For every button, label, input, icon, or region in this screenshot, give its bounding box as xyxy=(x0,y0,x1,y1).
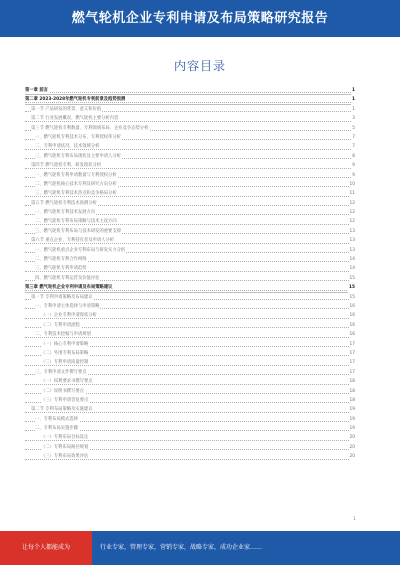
toc-entry-title: 一、专利布局模式选择 xyxy=(35,416,78,422)
footer-bar xyxy=(0,531,400,565)
toc-entry-page: 18 xyxy=(349,377,355,386)
toc-entry-title: 第一节 专利申请策略及布局建议 xyxy=(31,294,93,300)
toc-entry[interactable] xyxy=(25,321,355,330)
toc-entry-page: 17 xyxy=(349,358,355,367)
toc-entry-title: 三、专利申请文件撰写要点 xyxy=(35,369,87,375)
toc-entry-page: 12 xyxy=(349,217,355,226)
toc-entry-title: 三、燃气轮机专利技术热点和竞争格局分析 xyxy=(35,191,117,197)
page-number: 1 xyxy=(353,517,356,522)
toc-entry[interactable] xyxy=(25,236,355,245)
toc-entry-page: 19 xyxy=(349,405,355,414)
toc-entry[interactable] xyxy=(25,133,355,142)
toc-entry[interactable] xyxy=(25,189,355,198)
toc-entry-page: 12 xyxy=(349,208,355,217)
toc-entry[interactable] xyxy=(25,368,355,377)
toc-entry[interactable] xyxy=(25,424,355,433)
toc-entry-page: 15 xyxy=(348,283,355,292)
toc-entry-page: 18 xyxy=(349,387,355,396)
toc-entry-title: 三、燃气轮机专利布局与技术研发的重要支撑 xyxy=(35,228,121,234)
toc-entry[interactable] xyxy=(25,208,355,217)
toc-entry-title: 一、专利申请主体选择与申请策略 xyxy=(35,303,100,309)
toc-entry-page: 16 xyxy=(349,311,355,320)
toc-entry-page: 20 xyxy=(349,433,355,442)
toc-entry-title: （三）专利布局效果评估 xyxy=(41,454,89,460)
toc-entry-page: 7 xyxy=(351,133,355,142)
toc-entry-page: 9 xyxy=(351,161,355,170)
toc-entry[interactable] xyxy=(25,293,355,302)
toc-entry-title: 第五节 燃气轮机专利技术预测分析 xyxy=(31,200,97,206)
toc-heading: 内容目录 xyxy=(173,59,226,73)
toc-entry-title: 一、燃气轮机专利技术分布、专利授权率分析 xyxy=(35,134,121,140)
toc-entry-title: 第一节 产品研发的背景、意义和价值 xyxy=(31,106,102,112)
toc-entry-page: 1 xyxy=(351,105,355,114)
table-of-contents xyxy=(25,86,355,462)
toc-entry-page: 13 xyxy=(349,246,355,255)
toc-entry[interactable] xyxy=(25,377,355,386)
toc-entry[interactable] xyxy=(25,283,355,292)
toc-entry-page: 19 xyxy=(349,424,355,433)
toc-entry[interactable] xyxy=(25,152,355,161)
toc-entry-page: 5 xyxy=(351,124,355,133)
footer-slogan-badge: 让每个人都能成为 xyxy=(0,531,92,565)
toc-entry-title: 四、燃气轮机专利运营及价值评估 xyxy=(35,275,100,281)
toc-entry-page: 10 xyxy=(349,180,355,189)
toc-entry-title: （一）企业专利申请现状分析 xyxy=(41,313,97,319)
toc-entry-title: 第一章 前言 xyxy=(25,88,48,93)
toc-entry[interactable] xyxy=(25,405,355,414)
toc-entry[interactable] xyxy=(25,340,355,349)
toc-entry-title: （二）专利布局路径规划 xyxy=(41,444,89,450)
toc-entry-title: 一、燃气轮机重点企业专利布局与研发实力分析 xyxy=(35,247,126,253)
toc-entry-page: 20 xyxy=(349,443,355,452)
toc-entry-page: 8 xyxy=(351,152,355,161)
toc-entry[interactable] xyxy=(25,246,355,255)
footer-slogan-text: 行业专家，管理专家，营销专家，战略专家，成功企业家…… xyxy=(100,544,263,551)
toc-entry-page: 1 xyxy=(351,86,355,95)
toc-entry[interactable] xyxy=(25,199,355,208)
toc-entry-title: 二、专利申请状况、技术领域分析 xyxy=(35,144,100,150)
toc-entry-page: 18 xyxy=(349,396,355,405)
toc-entry-page: 16 xyxy=(349,302,355,311)
toc-entry-page: 1 xyxy=(351,95,355,104)
toc-entry-title: 第三节 燃气轮机专利数量、专利领域布局、企业竞争态势分析 xyxy=(31,125,149,131)
toc-entry-title: 三、燃气轮机专利布局现状及主要申请人分析 xyxy=(35,153,121,159)
toc-entry-title: 三、燃气轮机专利申请趋势 xyxy=(35,266,87,272)
toc-entry-page: 14 xyxy=(349,264,355,273)
toc-entry[interactable] xyxy=(25,387,355,396)
toc-entry-title: 二、专利技术挖掘与申请规划 xyxy=(35,332,91,338)
toc-entry[interactable] xyxy=(25,302,355,311)
toc-entry-title: 二、燃气轮机核心技术专利及研究方向分析 xyxy=(35,181,117,187)
toc-entry[interactable] xyxy=(25,274,355,283)
toc-entry-page: 13 xyxy=(349,227,355,236)
toc-entry-title: （一）核心专利申请策略 xyxy=(41,341,89,347)
toc-entry-title: 二、燃气轮机专利布局策略与技术主攻方向 xyxy=(35,219,117,225)
toc-entry-page: 16 xyxy=(349,321,355,330)
toc-entry-title: （二）外围专利布局策略 xyxy=(41,350,89,356)
toc-entry-page: 7 xyxy=(351,142,355,151)
toc-entry-page: 15 xyxy=(349,274,355,283)
report-title: 燃气轮机企业专利申请及布局策略研究报告 xyxy=(71,11,329,26)
toc-entry[interactable] xyxy=(25,255,355,264)
toc-entry-title: 第三章 燃气轮机企业专利申请及布局策略建议 xyxy=(25,285,113,291)
toc-entry[interactable] xyxy=(25,264,355,273)
toc-entry-page: 20 xyxy=(349,452,355,461)
toc-entry[interactable] xyxy=(25,142,355,151)
toc-entry[interactable] xyxy=(25,114,355,123)
toc-entry-title: （三）专利申请质量控制 xyxy=(41,360,89,366)
toc-entry[interactable] xyxy=(25,358,355,367)
toc-entry-title: 第二章 2023-2028年燃气轮机专利前景及趋势预测 xyxy=(25,97,126,103)
toc-entry-page: 15 xyxy=(349,293,355,302)
toc-entry-page: 14 xyxy=(349,255,355,264)
toc-entry-page: 17 xyxy=(349,349,355,358)
toc-entry-page: 17 xyxy=(349,368,355,377)
toc-leader-dots xyxy=(25,92,355,93)
toc-entry[interactable] xyxy=(25,330,355,339)
toc-entry-page: 13 xyxy=(349,236,355,245)
toc-entry-title: 二、燃气轮机专利合作网络 xyxy=(35,257,87,263)
toc-leader-dots xyxy=(25,224,355,225)
toc-entry-page: 17 xyxy=(349,340,355,349)
toc-entry[interactable] xyxy=(25,349,355,358)
toc-entry-title: 第二节 专利布局策略及实施建议 xyxy=(31,407,93,413)
toc-entry-title: 第六节 重点企业、专利持有者及申请人分析 xyxy=(31,238,115,244)
toc-entry[interactable] xyxy=(25,433,355,442)
toc-entry[interactable] xyxy=(25,171,355,180)
toc-entry[interactable] xyxy=(25,443,355,452)
toc-entry-title: 一、燃气轮机专利申请数量与专利授权分析 xyxy=(35,172,117,178)
toc-entry[interactable] xyxy=(25,95,355,104)
toc-entry-title: 第二节 行业发展概况、燃气轮机主要分析内容 xyxy=(31,116,119,122)
toc-entry[interactable] xyxy=(25,124,355,133)
toc-entry-title: （二）专利申请流程 xyxy=(41,322,80,328)
toc-entry[interactable] xyxy=(25,161,355,170)
toc-entry-title: （三）专利申请答复要点 xyxy=(41,397,89,403)
toc-entry[interactable] xyxy=(25,396,355,405)
toc-entry[interactable] xyxy=(25,86,355,95)
toc-entry[interactable] xyxy=(25,180,355,189)
toc-entry-title: 第四节 燃气轮机专利、研发现状分析 xyxy=(31,163,102,169)
report-header-bar xyxy=(0,0,400,37)
toc-entry-page: 11 xyxy=(349,189,355,198)
toc-entry-page: 12 xyxy=(349,199,355,208)
toc-entry-title: （一）权利要求书撰写要点 xyxy=(41,379,93,385)
toc-entry[interactable] xyxy=(25,105,355,114)
toc-entry-title: 二、专利布局实施步骤 xyxy=(35,426,78,432)
toc-entry-title: （一）专利布局目标设定 xyxy=(41,435,89,441)
toc-entry[interactable] xyxy=(25,227,355,236)
toc-entry-page: 19 xyxy=(349,415,355,424)
toc-entry[interactable] xyxy=(25,217,355,226)
toc-entry[interactable] xyxy=(25,452,355,461)
toc-entry-page: 9 xyxy=(351,171,355,180)
toc-entry-title: （二）说明书撰写要点 xyxy=(41,388,84,394)
toc-entry[interactable] xyxy=(25,415,355,424)
toc-entry-page: 3 xyxy=(351,114,355,123)
toc-entry-page: 16 xyxy=(349,330,355,339)
toc-entry-title: 一、燃气轮机专利技术发展方向 xyxy=(35,210,96,216)
toc-entry[interactable] xyxy=(25,311,355,320)
